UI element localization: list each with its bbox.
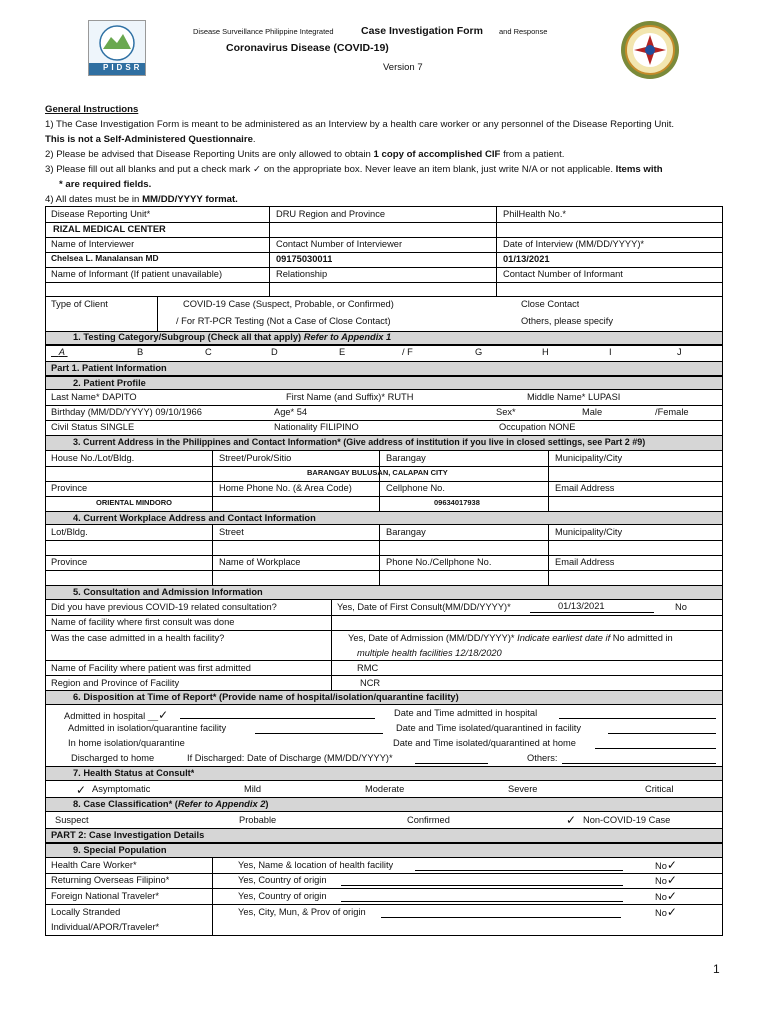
occupation[interactable]: Occupation NONE [499,423,576,432]
birthday[interactable]: Birthday (MM/DD/YYYY) 09/10/1966 [51,408,202,417]
instruction-1: 1) The Case Investigation Form is meant to be administered as an Interview by a health care worker or any personnel of the Disease Reporting Unit. [45,119,675,130]
home-phone-label: Home Phone No. (& Area Code) [219,484,352,493]
interviewer-contact-value[interactable]: 09175030011 [276,255,333,264]
first-consult-date[interactable]: 01/13/2021 [558,602,605,611]
instruction-2: 2) Please be advised that Disease Reporting Units are only allowed to obtain 1 copy of accomplished CIF from a patient. [45,149,565,160]
s3-title: 3. Current Address in the Philippines and Contact Information* (Give address of institution if you live in closed settings, see Part 2 #9) [73,438,646,447]
admission-date-note[interactable]: multiple health facilities 12/18/2020 [357,649,502,658]
status-mild[interactable]: Mild [244,785,262,794]
doh-seal [620,20,680,80]
lsi-label: Locally Stranded [51,908,121,917]
s8-title: 8. Case Classification* (Refer to Appendix 2) [73,800,269,809]
informant-label: Name of Informant (If patient unavailable) [51,270,223,279]
first-name[interactable]: First Name (and Suffix)* RUTH [286,393,414,402]
status-asymptomatic[interactable]: Asymptomatic [92,785,151,794]
sex-male[interactable]: Male [582,408,603,417]
work-municipality-label: Municipality/City [555,528,623,537]
barangay-label: Barangay [386,454,426,463]
s5-title: 5. Consultation and Admission Information [73,588,263,597]
instruction-1b: This is not a Self-Administered Questionnaire. [45,134,256,145]
part1-title: Part 1. Patient Information [51,364,167,373]
category-h[interactable]: H [542,348,549,357]
s9-title: 9. Special Population [73,846,167,855]
client-option-rtpcr[interactable]: / For RT-PCR Testing (Not a Case of Close Contact) [176,317,391,326]
sex-label: Sex* [496,408,516,417]
fnt-label: Foreign National Traveler* [51,892,159,901]
fnt-no[interactable]: No✓ [655,890,677,903]
cellphone-value[interactable]: 09634017938 [434,499,480,507]
pidsr-logo [88,20,146,76]
last-name[interactable]: Last Name* DAPITO [51,393,137,402]
s7-title: 7. Health Status at Consult* [73,769,195,778]
civil-status[interactable]: Civil Status SINGLE [51,423,135,432]
category-b[interactable]: B [137,348,144,357]
age[interactable]: Age* 54 [274,408,308,417]
client-type-label: Type of Client [51,300,108,309]
municipality-label: Municipality/City [555,454,623,463]
client-option-covid[interactable]: COVID-19 Case (Suspect, Probable, or Confirmed) [183,300,394,309]
class-suspect[interactable]: Suspect [55,816,89,825]
rof-no[interactable]: No✓ [655,874,677,887]
non-covid-check-icon: ✓ [566,814,577,826]
hcw-yes[interactable]: Yes, Name & location of health facility [238,861,394,870]
email-label: Email Address [555,484,615,493]
work-province-label: Province [51,558,88,567]
philhealth-label: PhilHealth No.* [503,210,567,219]
sex-female[interactable]: /Female [655,408,689,417]
prev-consult-no[interactable]: No [675,603,687,612]
class-probable[interactable]: Probable [239,816,277,825]
disp-admitted-hospital[interactable]: Admitted in hospital __✓ [64,709,169,722]
rof-label: Returning Overseas Filipino* [51,876,170,885]
category-f[interactable]: / F [402,348,413,357]
category-j[interactable]: J [677,348,682,357]
interviewer-contact-label: Contact Number of Interviewer [276,240,403,249]
admitted-question: Was the case admitted in a health facility? [51,634,225,643]
admitted-yes[interactable]: Yes, Date of Admission (MM/DD/YYYY)* Indicate earliest date if No admitted in [348,634,673,643]
interview-date-label: Date of Interview (MM/DD/YYYY)* [503,240,645,249]
disp-discharged[interactable]: Discharged to home [71,754,155,763]
status-severe[interactable]: Severe [508,785,538,794]
work-email-label: Email Address [555,558,615,567]
hcw-label: Health Care Worker* [51,861,137,870]
client-option-close-contact[interactable]: Close Contact [521,300,580,309]
instruction-3: 3) Please fill out all blanks and put a check mark ✓ on the appropriate box. Never leave an item blank, just write N/A or not applicable. Items with [45,164,663,175]
dru-value[interactable]: RIZAL MEDICAL CENTER [53,225,166,234]
province-label: Province [51,484,88,493]
interviewer-value[interactable]: Chelsea L. Manalansan MD [51,254,159,263]
nationality[interactable]: Nationality FILIPINO [274,423,359,432]
disp-hospital-datetime: Date and Time admitted in hospital [394,709,538,718]
rof-yes[interactable]: Yes, Country of origin [238,876,327,885]
disp-discharge-date: If Discharged: Date of Discharge (MM/DD/YYYY)* [187,754,393,763]
s4-title: 4. Current Workplace Address and Contact Information [73,514,316,523]
disp-home-isolation[interactable]: In home isolation/quarantine [68,739,185,748]
category-e[interactable]: E [339,348,346,357]
middle-name[interactable]: Middle Name* LUPASI [527,393,621,402]
prev-consult-yes[interactable]: Yes, Date of First Consult(MM/DD/YYYY)* [337,603,511,612]
work-lot-label: Lot/Bldg. [51,528,88,537]
interviewer-label: Name of Interviewer [51,240,135,249]
street-label: Street/Purok/Sitio [219,454,292,463]
version: Version 7 [383,62,423,73]
first-consult-facility-label: Name of facility where first consult was done [51,618,235,627]
status-critical[interactable]: Critical [645,785,674,794]
case-investigation-form [45,206,723,936]
status-moderate[interactable]: Moderate [365,785,405,794]
instructions-title: General Instructions [45,104,139,115]
logo-text: PIDSR [103,63,143,72]
category-g[interactable]: G [475,348,483,357]
form-title: Case Investigation Form [361,25,483,37]
client-option-others[interactable]: Others, please specify [521,317,613,326]
header-pre-title: Disease Surveillance Philippine Integrated [193,27,334,36]
disp-facility-datetime: Date and Time isolated/quarantined in facility [396,724,582,733]
lsi-yes[interactable]: Yes, City, Mun, & Prov of origin [238,908,366,917]
category-d[interactable]: D [271,348,278,357]
category-c[interactable]: C [205,348,212,357]
work-street-label: Street [219,528,244,537]
disp-isolation-facility[interactable]: Admitted in isolation/quarantine facility [68,724,227,733]
prev-consult-question: Did you have previous COVID-19 related consultation? [51,603,277,612]
s1-title: 1. Testing Category/Subgroup (Check all that apply) Refer to Appendix 1 [73,333,392,342]
s6-title: 6. Disposition at Time of Report* (Provide name of hospital/isolation/quarantine facility) [73,693,459,702]
facility-region-label: Region and Province of Facility [51,679,180,688]
lsi-label-2: Individual/APOR/Traveler* [51,923,160,932]
instruction-3b: * are required fields. [59,179,152,190]
cellphone-label: Cellphone No. [386,484,445,493]
category-a[interactable]: A [58,348,65,357]
asymptomatic-check-icon: ✓ [76,784,87,796]
disp-others[interactable]: Others: [527,754,558,763]
disp-home-datetime: Date and Time isolated/quarantined at home [393,739,576,748]
first-admitted-facility-label: Name of Facility where patient was first admitted [51,664,251,673]
lsi-no[interactable]: No✓ [655,906,677,919]
form-subtitle: Coronavirus Disease (COVID-19) [226,42,389,54]
barangay-value[interactable]: BARANGAY BULUSAN, CALAPAN CITY [307,469,448,477]
province-value[interactable]: ORIENTAL MINDORO [96,499,172,507]
interview-date-value[interactable]: 01/13/2021 [503,255,550,264]
workplace-name-label: Name of Workplace [219,558,301,567]
form-border [45,206,723,936]
hcw-no[interactable]: No✓ [655,859,677,872]
s2-title: 2. Patient Profile [73,379,146,388]
class-non-covid[interactable]: Non-COVID-19 Case [583,816,671,825]
page-number: 1 [713,962,720,976]
informant-contact-label: Contact Number of Informant [503,270,623,279]
class-confirmed[interactable]: Confirmed [407,816,450,825]
instruction-4: 4) All dates must be in MM/DD/YYYY format. [45,194,238,205]
relationship-label: Relationship [276,270,328,279]
category-i[interactable]: I [609,348,612,357]
header-post-title: and Response [499,27,548,36]
house-label: House No./Lot/Bldg. [51,454,135,463]
part2-title: PART 2: Case Investigation Details [51,831,205,840]
dru-label: Disease Reporting Unit* [51,210,151,219]
first-admitted-facility-value[interactable]: RMC [357,664,379,673]
work-phone-label: Phone No./Cellphone No. [386,558,492,567]
dru-region-label: DRU Region and Province [276,210,386,219]
fnt-yes[interactable]: Yes, Country of origin [238,892,327,901]
work-barangay-label: Barangay [386,528,426,537]
facility-region-value[interactable]: NCR [360,679,381,688]
